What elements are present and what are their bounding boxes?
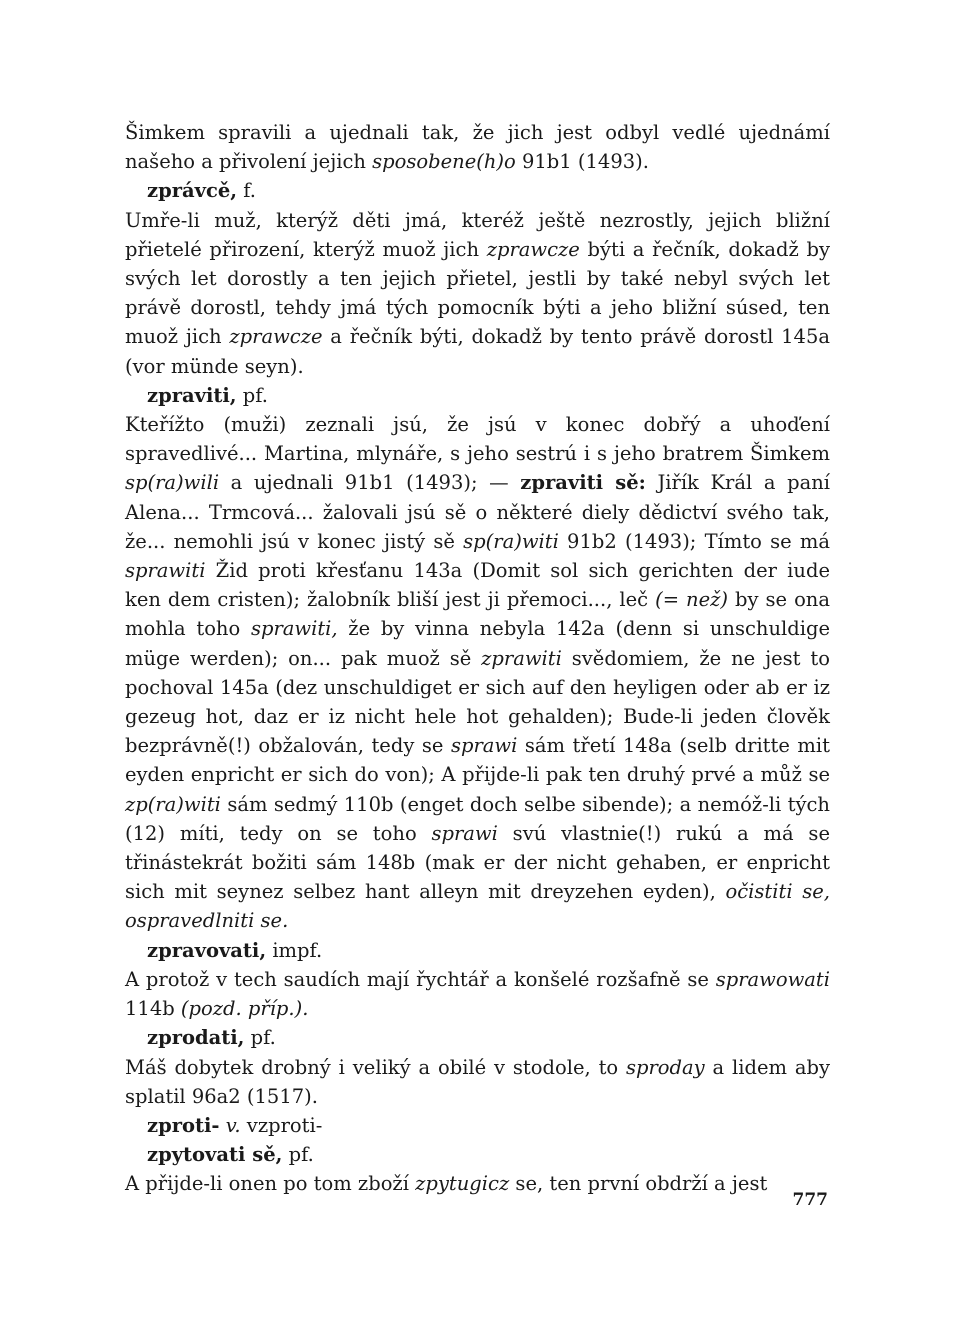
- italic-form: zprawiti: [481, 646, 562, 670]
- text-run: a ujednali 91b1 (1493); —: [219, 471, 521, 495]
- headword: zpraviti,: [147, 383, 237, 407]
- text-run: Umře-li muž, kterýž děti jmá, kteréž ještě nezrostly, jejich bližní přietelé přirození, kterýž muož jich: [125, 208, 830, 261]
- text-run: býti a řečník, dokadž by svých let dorostly a ten jejich přietel, jestli by také nebyl svých let právě dorostl, tehdy jmá tých pomocník býti a jeho bližní súsed, ten muož jich: [125, 237, 830, 349]
- text-run: Jiřík Král a paní Alena... Trmcová... žalovali jsú sě o některé diely dědictví svého tak, že... nemohli jsú v konec jistý sě: [125, 471, 830, 553]
- headword: zprodati,: [147, 1026, 245, 1050]
- page-number: 777: [792, 1190, 828, 1210]
- text-run: Máš dobytek drobný i veliký a obilé v stodole, to: [125, 1055, 626, 1079]
- text-run: svědomiem, že ne jest to pochoval 145a (dez unschuldiget er sich auf den heyligen oder ab er iz gezeug hot, daz er iz nicht hele hot gehalden); Bude-li jeden člověk bezprávně(!) obžalován, tedy se: [125, 646, 830, 758]
- text-run: 114b: [125, 997, 181, 1021]
- headword-line: [125, 1111, 830, 1140]
- text-run: by se ona mohla toho: [125, 588, 830, 641]
- text-run: sám třetí 148a (selb dritte mit eyden enpricht er sich do von); A přijde-li pak ten druhý prvé a můž se: [125, 734, 830, 787]
- text-run: a řečník býti, dokadž by tento právě dorostl 145a (vor münde seyn).: [125, 325, 830, 378]
- italic-form: sprawowati: [715, 967, 830, 991]
- text-run: A přijde-li onen po tom zboží: [125, 1172, 416, 1196]
- headword-line: [125, 176, 830, 205]
- text-run: 91b1 (1493).: [515, 150, 649, 174]
- text-run: se, ten první obdrží a jest: [509, 1172, 768, 1196]
- text-run: pf.: [236, 383, 268, 407]
- entry-text: [125, 1053, 830, 1111]
- italic-form: (pozd. příp.).: [180, 997, 309, 1021]
- text-run: Kteřížto (muži) zeznali jsú, že jsú v konec dobřý a uhoďení spravedlivé... Martina, mlynáře, s jeho sestrú i s jeho bratrem Šimkem: [125, 413, 830, 466]
- text-run: f.: [237, 179, 256, 203]
- italic-form: zprawcze: [229, 325, 323, 349]
- headword-line: [125, 936, 830, 965]
- text-run: impf.: [266, 938, 323, 962]
- text-run: vzproti-: [240, 1113, 323, 1137]
- italic-form: (= než): [655, 588, 729, 612]
- headword: zprávcě,: [147, 179, 238, 203]
- italic-form: sp(ra)witi: [463, 529, 559, 553]
- italic-form: zprawcze: [486, 237, 580, 261]
- headword: zproti-: [147, 1113, 220, 1137]
- text-run: sám sedmý 110b (enget doch selbe sibende); a nemóž-li tých (12) míti, tedy on se toho: [125, 792, 830, 845]
- entry-text: [125, 1169, 830, 1198]
- italic-form: zpytugicz: [415, 1172, 510, 1196]
- text-run: a lidem aby splatil 96a2 (1517).: [125, 1055, 830, 1108]
- entry-text: [125, 965, 830, 1023]
- text-run: svú vlastnie(!) rukú a má se třinástekrát božiti sám 148b (mak er der nicht gehaben, er enpricht sich mit seynez selbez hant alleyn mit dreyzehen eyden),: [125, 821, 830, 904]
- italic-form: v.: [225, 1113, 241, 1137]
- italic-form: sp(ra)wili: [125, 471, 220, 495]
- entry-text: [125, 410, 830, 936]
- entry-text: [125, 206, 830, 381]
- italic-form: sprawiti,: [250, 617, 338, 641]
- italic-form: očistiti se, ospravedlniti se.: [125, 880, 830, 933]
- headword: zpraviti sě:: [520, 471, 646, 495]
- headword-line: [125, 1140, 830, 1169]
- text-run: pf.: [282, 1143, 314, 1167]
- italic-form: sprawiti: [125, 559, 206, 583]
- italic-form: sproday: [626, 1055, 705, 1079]
- headword: zpytovati sě,: [147, 1143, 283, 1167]
- text-run: A protož v tech saudích mají řychtář a konšelé rozšafně se: [125, 967, 716, 991]
- text-run: pf.: [244, 1026, 276, 1050]
- headword: zpravovati,: [147, 938, 267, 962]
- headword-line: [125, 381, 830, 410]
- text-run: 91b2 (1493); Tímto se má: [558, 529, 830, 553]
- headword-line: [125, 1023, 830, 1052]
- italic-form: sprawi: [450, 734, 518, 758]
- italic-form: zp(ra)witi: [125, 792, 221, 816]
- text-run: Žid proti křesťanu 143a (Domit sol sich gerichten der iude ken dem cristen); žalobník bliší jest ji přemoci..., leč: [125, 559, 830, 612]
- italic-form: sposobene(h)o: [372, 150, 516, 174]
- text-run: že by vinna nebyla 142a (denn si unschuldige müge werden); on... pak muož sě: [125, 617, 830, 670]
- text-run: Šimkem spravili a ujednali tak, že jich jest odbyl vedlé ujednámí našeho a přivolení jejich: [125, 121, 830, 174]
- italic-form: sprawi: [431, 821, 498, 845]
- entry-text: [125, 118, 830, 176]
- dictionary-page: [125, 118, 830, 1199]
